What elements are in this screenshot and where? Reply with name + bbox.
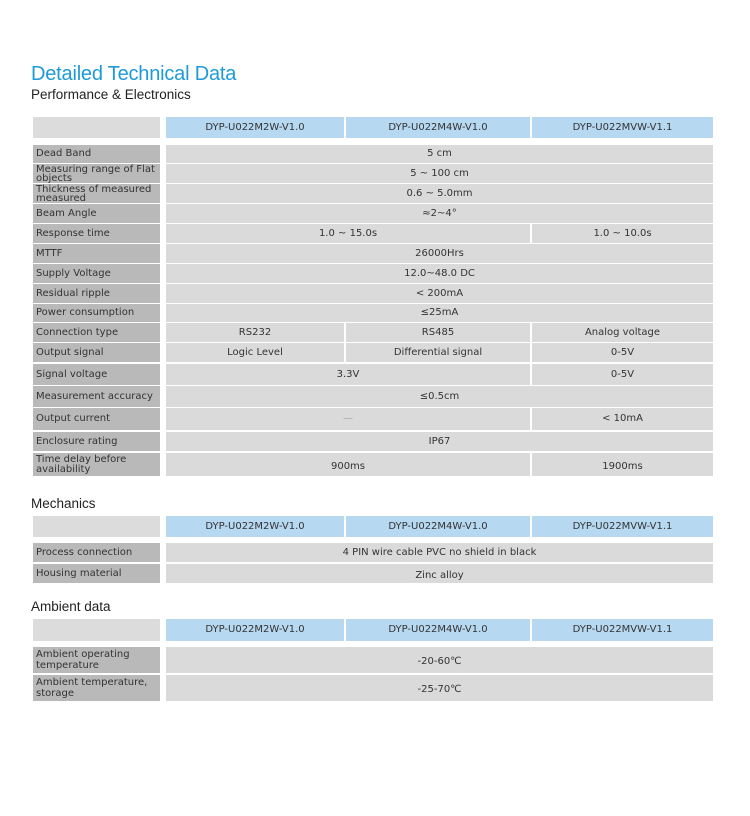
row-value-mttf: 26000Hrs bbox=[166, 244, 713, 263]
row-value-time-delay-mvw: 1900ms bbox=[532, 453, 713, 476]
row-label-enclosure-rating: Enclosure rating bbox=[33, 432, 160, 451]
row-value-beam-angle: ≈2~4° bbox=[166, 204, 713, 223]
row-label-beam-angle: Beam Angle bbox=[33, 204, 160, 223]
header-model-1: DYP-U022M2W-V1.0 bbox=[166, 117, 344, 138]
row-label-measurement-accuracy: Measurement accuracy bbox=[33, 386, 160, 407]
row-value-output-signal-m2w: Logic Level bbox=[166, 343, 344, 362]
row-value-measurement-accuracy: ≤0.5cm bbox=[166, 386, 713, 407]
row-value-dead-band: 5 cm bbox=[166, 145, 713, 163]
row-value-thickness: 0.6 ~ 5.0mm bbox=[166, 184, 713, 203]
header-model-1: DYP-U022M2W-V1.0 bbox=[166, 516, 344, 537]
row-label-time-delay: Time delay before availability bbox=[33, 453, 160, 476]
header-model-2: DYP-U022M4W-V1.0 bbox=[346, 117, 530, 138]
header-model-2: DYP-U022M4W-V1.0 bbox=[346, 619, 530, 641]
ambient-title: Ambient data bbox=[31, 599, 111, 614]
row-label-output-signal: Output signal bbox=[33, 343, 160, 362]
row-value-signal-voltage-m2w-m4w: 3.3V bbox=[166, 364, 530, 385]
row-label-power-consumption: Power consumption bbox=[33, 304, 160, 322]
row-value-measuring-range: 5 ~ 100 cm bbox=[166, 164, 713, 183]
row-label-process-connection: Process connection bbox=[33, 543, 160, 562]
row-label-ambient-storage: Ambient temperature, storage bbox=[33, 675, 160, 701]
row-label-measuring-range: Measuring range of Flat objects bbox=[33, 164, 160, 183]
row-value-signal-voltage-mvw: 0-5V bbox=[532, 364, 713, 385]
row-label-residual-ripple: Residual ripple bbox=[33, 284, 160, 303]
row-value-power-consumption: ≤25mA bbox=[166, 304, 713, 322]
row-value-enclosure-rating: IP67 bbox=[166, 432, 713, 451]
row-value-ambient-operating: -20-60℃ bbox=[166, 647, 713, 673]
row-value-ambient-storage: -25-70℃ bbox=[166, 675, 713, 701]
row-value-housing-material: Zinc alloy bbox=[166, 564, 713, 583]
row-label-housing-material: Housing material bbox=[33, 564, 160, 583]
row-label-connection-type: Connection type bbox=[33, 323, 160, 342]
header-model-2: DYP-U022M4W-V1.0 bbox=[346, 516, 530, 537]
row-value-response-time-mvw: 1.0 ~ 10.0s bbox=[532, 224, 713, 243]
row-value-residual-ripple: < 200mA bbox=[166, 284, 713, 303]
row-value-output-signal-m4w: Differential signal bbox=[346, 343, 530, 362]
row-value-output-signal-mvw: 0-5V bbox=[532, 343, 713, 362]
row-value-connection-type-m4w: RS485 bbox=[346, 323, 530, 342]
header-blank-cell bbox=[33, 516, 160, 537]
header-model-3: DYP-U022MVW-V1.1 bbox=[532, 516, 713, 537]
row-label-output-current: Output current bbox=[33, 408, 160, 430]
header-model-3: DYP-U022MVW-V1.1 bbox=[532, 619, 713, 641]
header-blank-cell bbox=[33, 117, 160, 138]
row-value-process-connection: 4 PIN wire cable PVC no shield in black bbox=[166, 543, 713, 562]
row-value-supply-voltage: 12.0~48.0 DC bbox=[166, 264, 713, 283]
row-label-mttf: MTTF bbox=[33, 244, 160, 263]
page-subtitle: Performance & Electronics bbox=[31, 87, 191, 102]
row-value-response-time-m2w-m4w: 1.0 ~ 15.0s bbox=[166, 224, 530, 243]
row-label-thickness: Thickness of measured measured bbox=[33, 184, 160, 203]
mechanics-title: Mechanics bbox=[31, 496, 96, 511]
header-blank-cell bbox=[33, 619, 160, 641]
row-label-supply-voltage: Supply Voltage bbox=[33, 264, 160, 283]
row-value-output-current-m2w-m4w: — bbox=[166, 408, 530, 430]
row-value-connection-type-m2w: RS232 bbox=[166, 323, 344, 342]
header-model-3: DYP-U022MVW-V1.1 bbox=[532, 117, 713, 138]
row-value-connection-type-mvw: Analog voltage bbox=[532, 323, 713, 342]
row-value-time-delay-m2w-m4w: 900ms bbox=[166, 453, 530, 476]
row-label-response-time: Response time bbox=[33, 224, 160, 243]
row-label-signal-voltage: Signal voltage bbox=[33, 364, 160, 385]
row-value-output-current-mvw: < 10mA bbox=[532, 408, 713, 430]
page-title: Detailed Technical Data bbox=[31, 63, 237, 85]
header-model-1: DYP-U022M2W-V1.0 bbox=[166, 619, 344, 641]
row-label-dead-band: Dead Band bbox=[33, 145, 160, 163]
row-label-ambient-operating: Ambient operating temperature bbox=[33, 647, 160, 673]
